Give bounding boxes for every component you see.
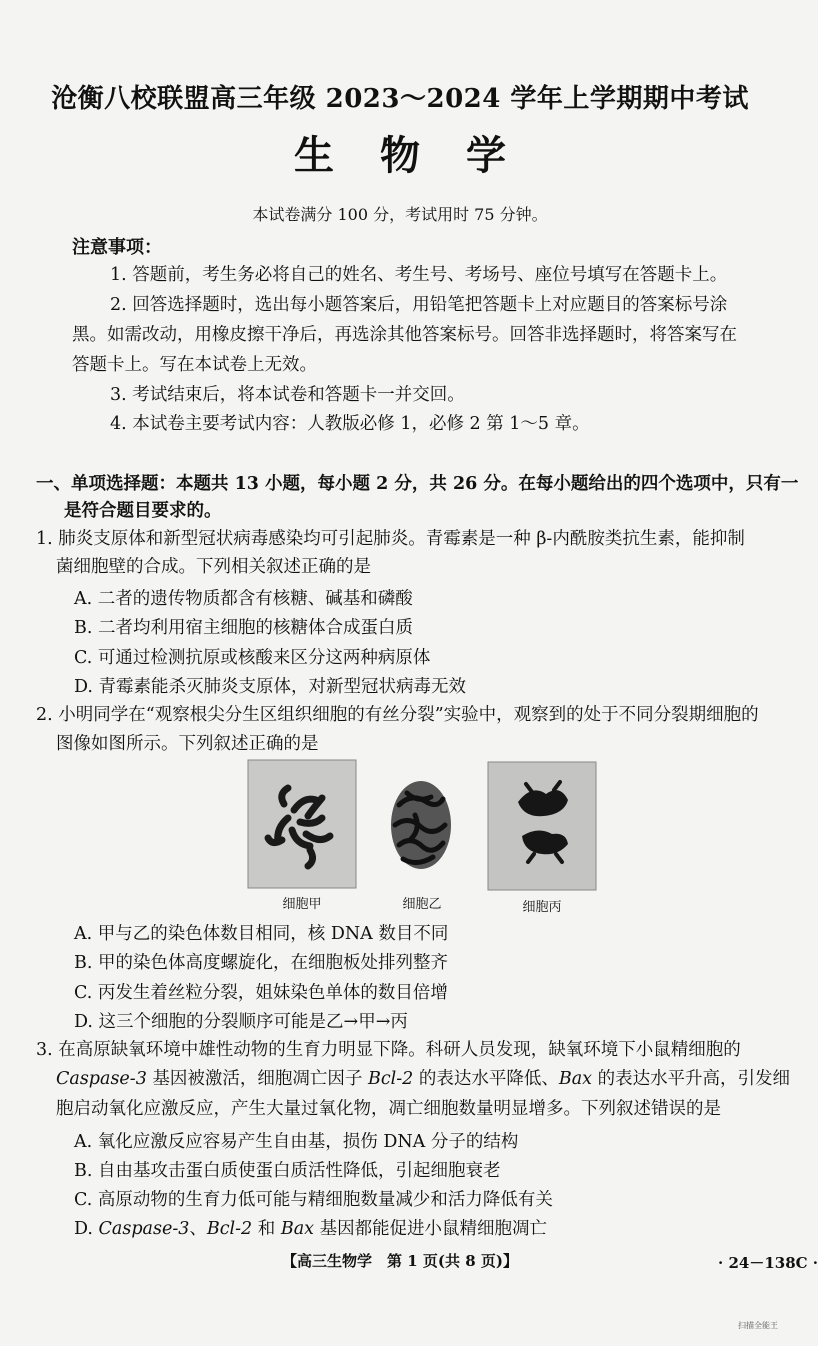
q3-option-c: C. 高原动物的生育力低可能与精细胞数量减少和活力降低有关 <box>74 1190 553 1210</box>
gene-bax: Bax <box>558 1069 592 1089</box>
q2-option-b: B. 甲的染色体高度螺旋化，在细胞板处排列整齐 <box>74 953 448 973</box>
q3-option-b: B. 自由基攻击蛋白质使蛋白质活性降低，引起细胞衰老 <box>74 1161 501 1181</box>
q3-stem-line3: 胞启动氧化应激反应，产生大量过氧化物，凋亡细胞数量明显增多。下列叙述错误的是 <box>56 1099 721 1119</box>
q1-option-c: C. 可通过检测抗原或核酸来区分这两种病原体 <box>74 648 431 668</box>
caption-cell-c: 细胞丙 <box>522 900 562 915</box>
section-heading-line1: 一、单项选择题：本题共 13 小题，每小题 2 分，共 26 分。在每小题给出的四个选项中，只有一 <box>36 474 799 494</box>
q2-stem-line2: 图像如图所示。下列叙述正确的是 <box>56 734 319 754</box>
micrograph-cell-b <box>385 775 457 875</box>
section-heading-line2: 是符合题目要求的。 <box>64 501 222 521</box>
notice-item-2-line1: 2. 回答选择题时，选出每小题答案后，用铅笔把答题卡上对应题目的答案标号涂 <box>110 295 728 315</box>
scanner-watermark: 扫描全能王 <box>738 1321 778 1330</box>
gene-caspase3: Caspase-3 <box>56 1069 147 1089</box>
q1-option-d: D. 青霉素能杀灭肺炎支原体，对新型冠状病毒无效 <box>74 677 467 697</box>
subject-title: 生物学 <box>294 132 552 179</box>
notice-item-3: 3. 考试结束后，将本试卷和答题卡一并交回。 <box>110 385 465 405</box>
q2-option-d: D. 这三个细胞的分裂顺序可能是乙→甲→丙 <box>74 1012 408 1032</box>
q3-stem-line2: Caspase-3 基因被激活，细胞凋亡因子 Bcl-2 的表达水平降低、Bax 的表达水平升高，引发细 <box>56 1069 791 1089</box>
notice-item-4: 4. 本试卷主要考试内容：人教版必修 1，必修 2 第 1～5 章。 <box>110 414 590 434</box>
q1-option-b: B. 二者均利用宿主细胞的核糖体合成蛋白质 <box>74 618 413 638</box>
paper-code: · 24－138C · <box>718 1254 818 1272</box>
q3-option-a: A. 氧化应激反应容易产生自由基，损伤 DNA 分子的结构 <box>74 1132 519 1152</box>
notice-item-1: 1. 答题前，考生务必将自己的姓名、考生号、考场号、座位号填写在答题卡上。 <box>110 265 728 285</box>
caption-cell-a: 细胞甲 <box>282 897 322 912</box>
q3-stem-line1: 3. 在高原缺氧环境中雄性动物的生育力明显下降。科研人员发现，缺氧环境下小鼠精细胞的 <box>36 1040 741 1060</box>
micrograph-cell-c <box>488 762 596 890</box>
notice-heading: 注意事项： <box>72 237 162 258</box>
q2-option-a: A. 甲与乙的染色体数目相同，核 DNA 数目不同 <box>74 924 449 944</box>
micrograph-cell-a <box>248 760 356 888</box>
q2-option-c: C. 丙发生着丝粒分裂，姐妹染色单体的数目倍增 <box>74 983 448 1003</box>
q1-option-a: A. 二者的遗传物质都含有核糖、碱基和磷酸 <box>74 589 413 609</box>
q1-stem-line1: 1. 肺炎支原体和新型冠状病毒感染均可引起肺炎。青霉素是一种 β-内酰胺类抗生素，能抑制 <box>36 529 745 549</box>
q2-stem-line1: 2. 小明同学在“观察根尖分生区组织细胞的有丝分裂”实验中，观察到的处于不同分裂期细胞的 <box>36 705 759 725</box>
q1-stem-line2: 菌细胞壁的合成。下列相关叙述正确的是 <box>56 557 371 577</box>
page-footer: 【高三生物学 第 1 页(共 8 页)】 <box>282 1252 518 1270</box>
exam-info: 本试卷满分 100 分，考试用时 75 分钟。 <box>252 205 548 224</box>
q3-option-d: D. Caspase-3、Bcl-2 和 Bax 基因都能促进小鼠精细胞凋亡 <box>74 1219 548 1239</box>
exam-title: 沧衡八校联盟高三年级 2023～2024 学年上学期期中考试 <box>51 84 749 114</box>
notice-item-2-line2: 黑。如需改动，用橡皮擦干净后，再选涂其他答案标号。回答非选择题时，将答案写在 <box>72 325 737 345</box>
notice-item-2-line3: 答题卡上。写在本试卷上无效。 <box>72 355 317 375</box>
gene-bcl2: Bcl-2 <box>367 1069 414 1089</box>
caption-cell-b: 细胞乙 <box>402 897 442 912</box>
